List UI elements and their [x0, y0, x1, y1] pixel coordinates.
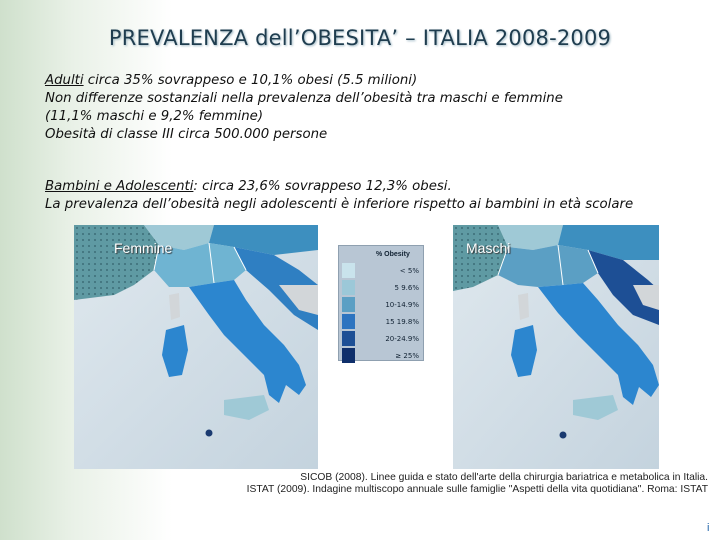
children-text-block [45, 178, 695, 214]
children-label: Bambini e Adolescenti [45, 179, 194, 194]
page-number: i [707, 522, 710, 534]
female-map-label: Femmine [114, 240, 173, 256]
reference-sicob: SICOB (2008). Linee guida e stato dell'arte della chirurgia bariatrica e metabolica in Italia. [300, 472, 708, 483]
male-obesity-map [453, 225, 659, 469]
reference-istat: ISTAT (2009). Indagine multiscopo annuale sulle famiglie "Aspetti della vita quotidiana". Roma: ISTAT [246, 484, 708, 495]
female-map-graphic [74, 225, 318, 469]
legend-category-label: 5 9.6% [394, 284, 419, 292]
legend-swatch [342, 314, 355, 329]
children-line-1-text: : circa 23,6% sovrappeso 12,3% obesi. [193, 179, 452, 194]
adults-text-block [45, 72, 695, 144]
legend-swatch [342, 263, 355, 278]
obesity-legend [338, 245, 424, 361]
legend-swatches [342, 263, 355, 365]
legend-swatch [342, 331, 355, 346]
legend-category-label: < 5% [399, 267, 419, 275]
legend-swatch [342, 280, 355, 295]
children-line-2: La prevalenza dell’obesità negli adolescenti è inferiore rispetto ai bambini in età scolare [45, 197, 634, 212]
legend-swatch [342, 297, 355, 312]
adults-line-2: Non differenze sostanziali nella prevalenza dell’obesità tra maschi e femmine [45, 91, 563, 106]
male-map-graphic [453, 225, 659, 469]
legend-title: % Obesity [376, 251, 410, 258]
legend-categories [357, 263, 419, 365]
legend-category-label: ≥ 25% [395, 352, 419, 360]
legend-swatch [342, 348, 355, 363]
adults-line-4: Obesità di classe III circa 500.000 persone [45, 127, 328, 142]
legend-category-label: 10-14.9% [385, 301, 419, 309]
children-line-1 [45, 178, 695, 196]
female-obesity-map [74, 225, 318, 469]
legend-category-label: 15 19.8% [385, 318, 419, 326]
male-map-label: Maschi [466, 240, 511, 256]
slide-title: PREVALENZA dell’OBESITA’ – ITALIA 2008-2009 [108, 26, 612, 50]
adults-line-3: (11,1% maschi e 9,2% femmine) [45, 109, 264, 124]
adults-line-1-text: circa 35% sovrappeso e 10,1% obesi (5.5 milioni) [83, 73, 418, 88]
adults-line-1 [45, 72, 695, 90]
legend-category-label: 20-24.9% [385, 335, 419, 343]
adults-label: Adulti [45, 73, 84, 88]
